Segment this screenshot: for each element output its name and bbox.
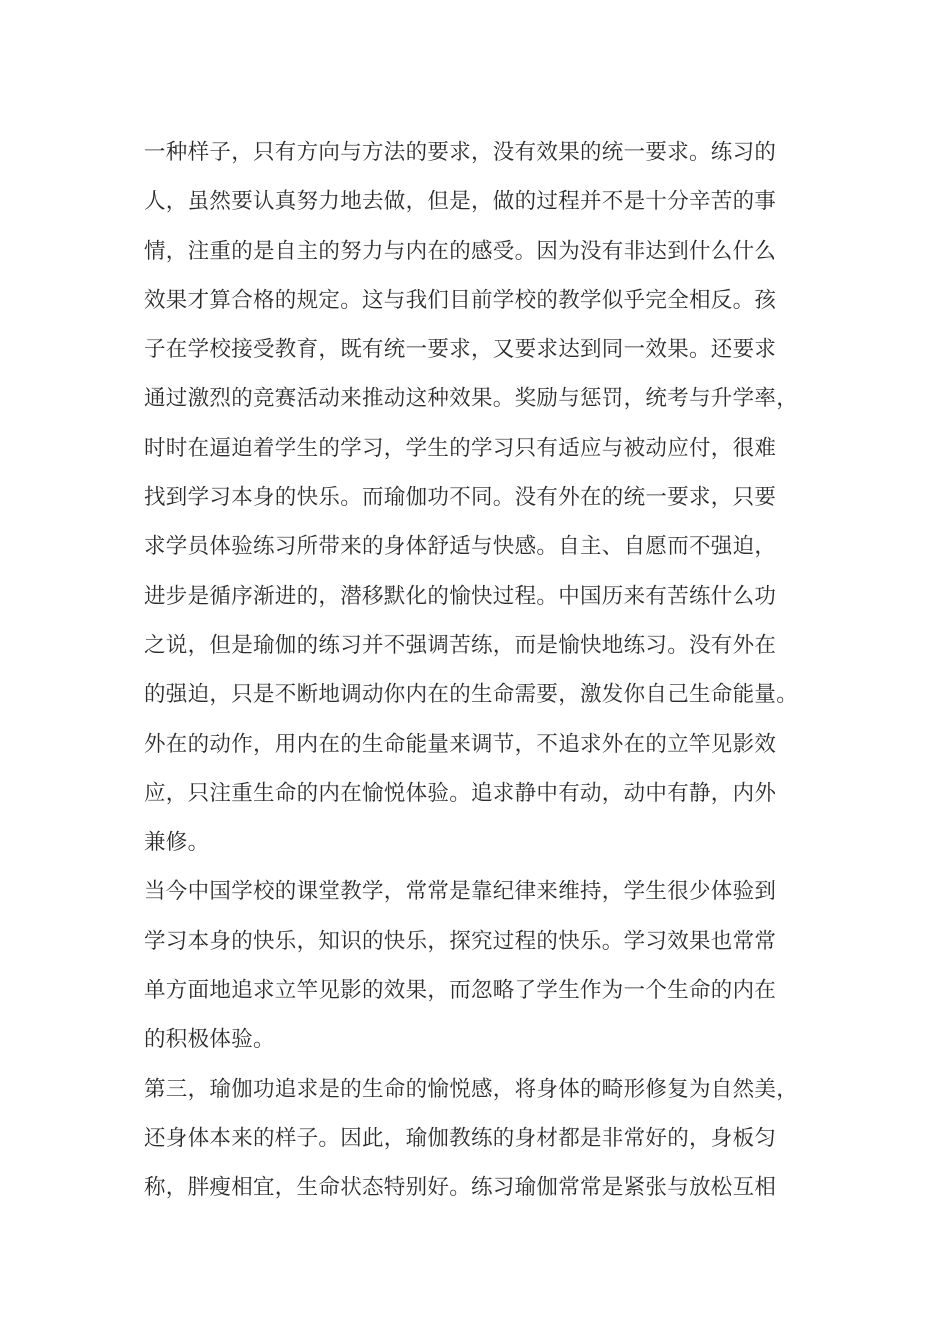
text-line: 单方面地追求立竿见影的效果，而忽略了学生作为一个生命的内在 (144, 978, 777, 1004)
text-line: 子在学校接受教育，既有统一要求，又要求达到同一效果。还要求 (144, 337, 777, 363)
text-line: 之说，但是瑜伽的练习并不强调苦练，而是愉快地练习。没有外在 (144, 632, 777, 658)
text-line: 外在的动作，用内在的生命能量来调节，不追求外在的立竿见影效 (144, 731, 777, 757)
text-line: 情，注重的是自主的努力与内在的感受。因为没有非达到什么什么 (144, 238, 777, 264)
text-line: 效果才算合格的规定。这与我们目前学校的教学似乎完全相反。孩 (144, 287, 777, 313)
text-line: 求学员体验练习所带来的身体舒适与快感。自主、自愿而不强迫， (144, 534, 777, 560)
text-line: 人，虽然要认真努力地去做，但是，做的过程并不是十分辛苦的事 (144, 189, 777, 215)
text-line: 应，只注重生命的内在愉悦体验。追求静中有动，动中有静，内外 (144, 780, 777, 806)
text-line: 的积极体验。 (144, 1027, 275, 1053)
text-line: 找到学习本身的快乐。而瑜伽功不同。没有外在的统一要求，只要 (144, 485, 777, 511)
text-line: 时时在逼迫着学生的学习，学生的学习只有适应与被动应付，很难 (144, 435, 777, 461)
text-line: 当今中国学校的课堂教学，常常是靠纪律来维持，学生很少体验到 (144, 879, 777, 905)
text-line: 还身体本来的样子。因此，瑜伽教练的身材都是非常好的，身板匀 (144, 1125, 777, 1151)
text-line: 一种样子，只有方向与方法的要求，没有效果的统一要求。练习的 (144, 140, 777, 165)
text-line: 通过激烈的竞赛活动来推动这种效果。奖励与惩罚，统考与升学率， (144, 386, 799, 412)
text-line: 进步是循序渐进的，潜移默化的愉快过程。中国历来有苦练什么功 (144, 583, 777, 609)
body-text (144, 128, 808, 1213)
text-line: 学习本身的快乐，知识的快乐，探究过程的快乐。学习效果也常常 (144, 928, 777, 954)
text-line: 的强迫，只是不断地调动你内在的生命需要，激发你自己生命能量。 (144, 682, 799, 708)
text-line: 第三，瑜伽功追求是的生命的愉悦感，将身体的畸形修复为自然美， (144, 1076, 799, 1102)
text-line: 称，胖瘦相宜，生命状态特别好。练习瑜伽常常是紧张与放松互相 (144, 1175, 777, 1201)
text-line: 兼修。 (144, 830, 210, 856)
